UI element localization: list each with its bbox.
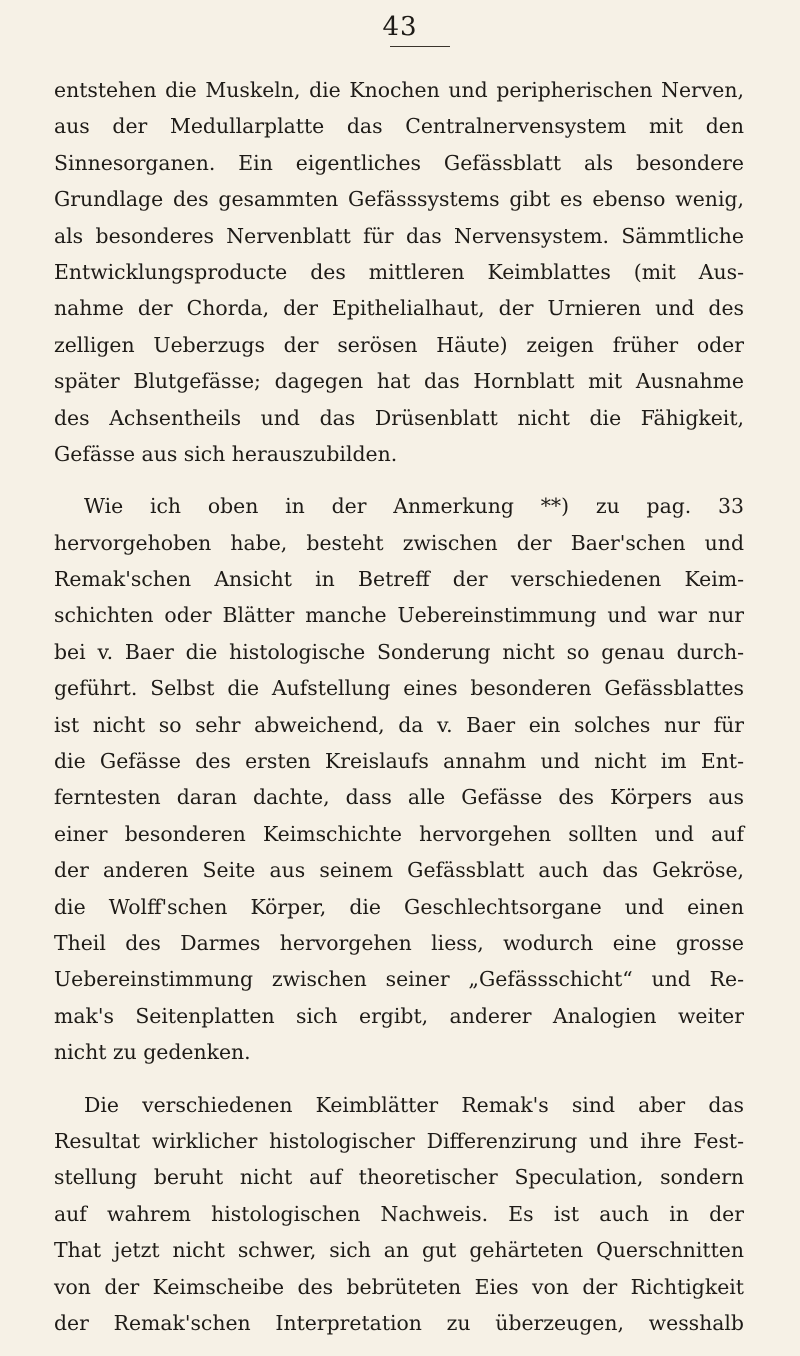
paragraph-3 <box>54 1087 744 1342</box>
text-line: Resultat wirklicher histologischer Differenzirung und ihre Fest- <box>54 1128 744 1153</box>
text-line: That jetzt nicht schwer, sich an gut gehärteten Querschnitten <box>54 1238 744 1263</box>
text-line: die Wolff'schen Körper, die Geschlechtsorgane und einen <box>54 894 744 919</box>
text-line: entstehen die Muskeln, die Knochen und peripherischen Nerven, <box>54 78 744 102</box>
text-line: geführt. Selbst die Aufstellung eines besonderen Gefässblattes <box>54 676 744 701</box>
paragraph-2 <box>54 488 744 1070</box>
text-line: Wie ich oben in der Anmerkung **) zu pag. 33 <box>84 494 744 519</box>
text-line: zelligen Ueberzugs der serösen Häute) zeigen früher oder <box>54 332 744 357</box>
text-line: später Blutgefässe; dagegen hat das Hornblatt mit Ausnahme <box>54 369 744 394</box>
text-line: Entwicklungsproducte des mittleren Keimblattes (mit Aus- <box>54 259 744 284</box>
text-line: nahme der Chorda, der Epithelialhaut, der Urnieren und des <box>54 296 744 321</box>
text-line: von der Keimscheibe des bebrüteten Eies von der Richtigkeit <box>54 1274 744 1299</box>
body-text <box>54 72 744 1356</box>
text-line: einer besonderen Keimschichte hervorgehen sollten und auf <box>54 821 744 846</box>
text-line: Gefässe aus sich herauszubilden. <box>54 441 398 466</box>
text-line: ist nicht so sehr abweichend, da v. Baer ein solches nur für <box>54 712 744 737</box>
text-line: hervorgehoben habe, besteht zwischen der Baer'schen und <box>54 530 744 555</box>
text-line: Grundlage des gesammten Gefässsystems gibt es ebenso wenig, <box>54 187 744 212</box>
text-line: mak's Seitenplatten sich ergibt, anderer Analogien weiter <box>54 1003 744 1028</box>
text-line: die Gefässe des ersten Kreislaufs annahm und nicht im Ent- <box>54 749 744 774</box>
paragraph-1 <box>54 72 744 472</box>
page-number-rule <box>390 46 450 47</box>
text-line: bei v. Baer die histologische Sonderung nicht so genau durch- <box>54 639 744 664</box>
text-line: stellung beruht nicht auf theoretischer Speculation, sondern <box>54 1165 744 1190</box>
text-line: als besonderes Nervenblatt für das Nervensystem. Sämmtliche <box>54 223 744 248</box>
text-line: nicht zu gedenken. <box>54 1040 251 1065</box>
text-line: des Achsentheils und das Drüsenblatt nicht die Fähigkeit, <box>54 405 744 430</box>
text-line: Uebereinstimmung zwischen seiner „Gefässschicht“ und Re- <box>54 967 744 992</box>
text-line: Sinnesorganen. Ein eigentliches Gefässblatt als besondere <box>54 150 744 175</box>
text-line: aus der Medullarplatte das Centralnervensystem mit den <box>54 114 744 139</box>
text-line: Remak'schen Ansicht in Betreff der verschiedenen Keim- <box>54 567 744 592</box>
text-line: ferntesten daran dachte, dass alle Gefässe des Körpers aus <box>54 785 744 810</box>
text-line: schichten oder Blätter manche Uebereinstimmung und war nur <box>54 603 744 628</box>
text-line: Theil des Darmes hervorgehen liess, wodurch eine grosse <box>54 930 744 955</box>
text-line: auf wahrem histologischen Nachweis. Es ist auch in der <box>54 1201 744 1226</box>
page-number: 43 <box>382 12 418 42</box>
text-line: der anderen Seite aus seinem Gefässblatt auch das Gekröse, <box>54 858 744 883</box>
text-line: Die verschiedenen Keimblätter Remak's sind aber das <box>84 1092 744 1117</box>
text-line: der Remak'schen Interpretation zu überzeugen, wesshalb <box>54 1310 744 1335</box>
